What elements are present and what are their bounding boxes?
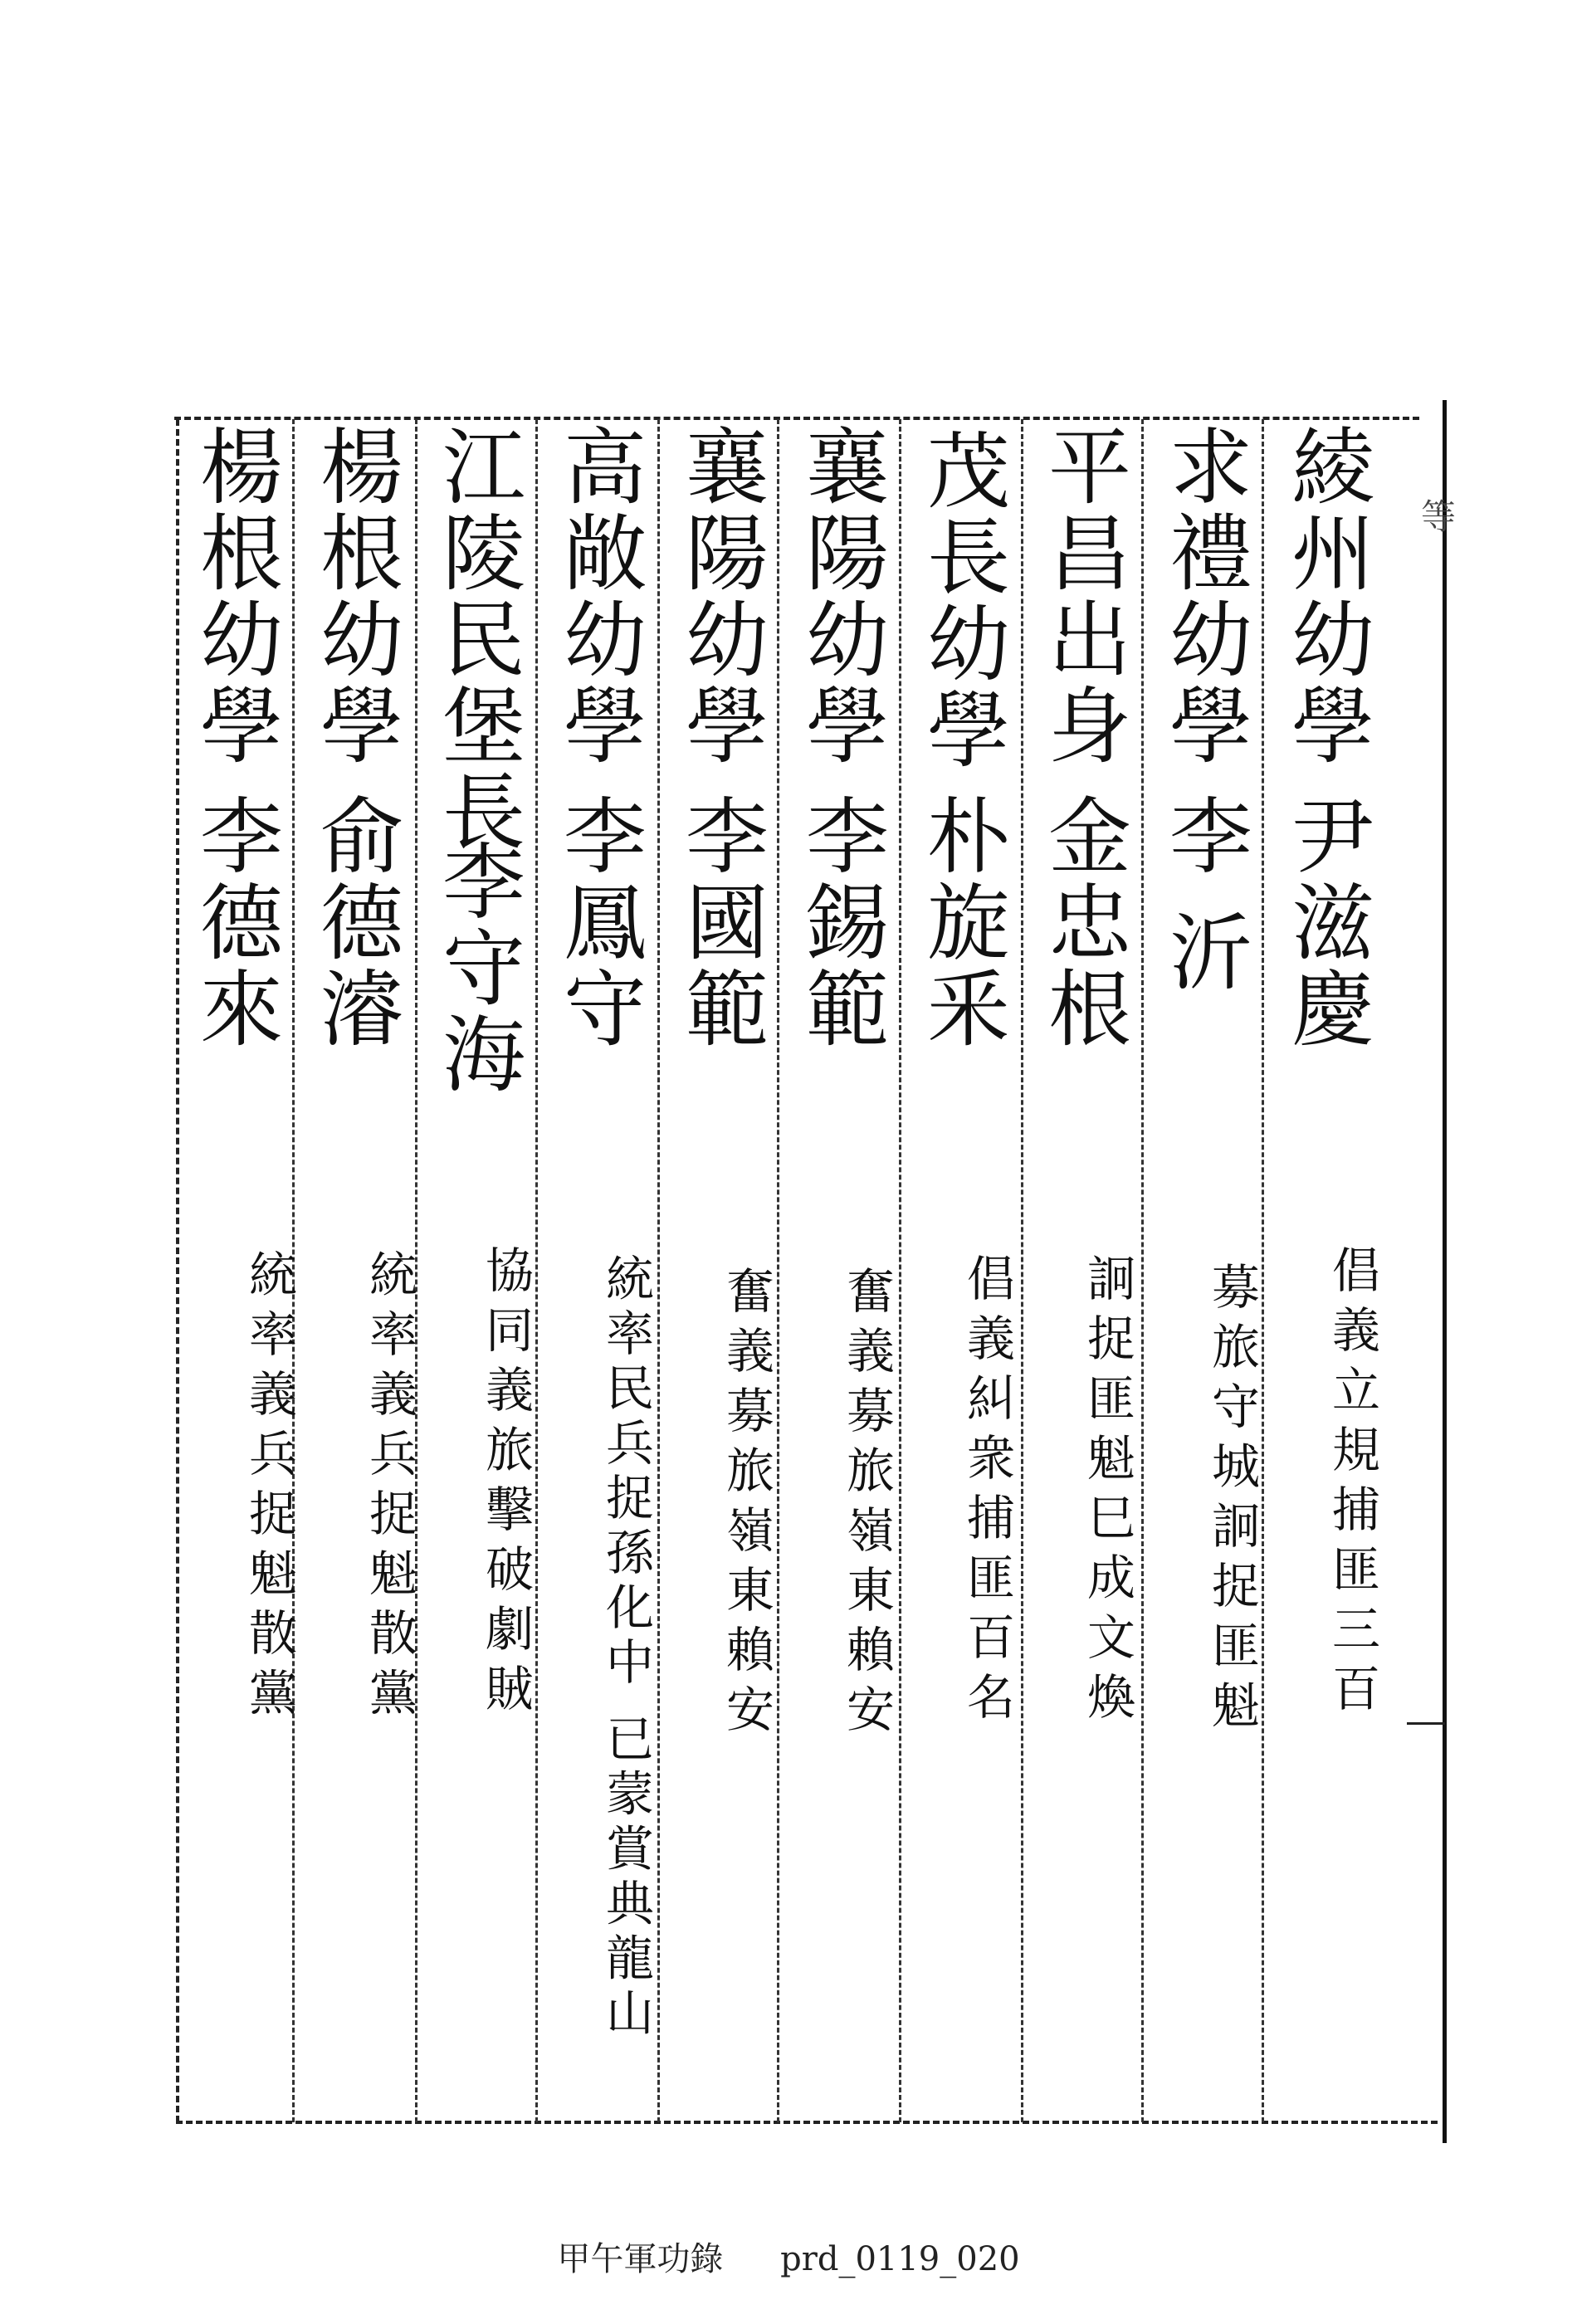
- entry-title: 襄陽幼學: [792, 423, 889, 769]
- entry-title: 楊根幼學: [306, 423, 403, 769]
- entry-note: 奮義募旅嶺東賴安: [838, 1266, 895, 1744]
- entry-note: 協同義旅擊破劇賊: [477, 1245, 534, 1723]
- frame-right-border: [1443, 400, 1447, 2143]
- margin-mark: 等: [1416, 498, 1457, 533]
- frame-top-border: [174, 417, 1419, 420]
- entry-note: 統率義兵捉魁散黨: [361, 1249, 417, 1727]
- page-caption: [0, 2233, 1577, 2280]
- entry-note: 詗捉匪魁巳成文煥: [1079, 1253, 1135, 1731]
- entry-note: 統率民兵捉孫化中 已蒙賞典龍山: [598, 1253, 654, 2043]
- stray-mark: [1407, 1722, 1445, 1725]
- entry-name: 李德來: [186, 793, 283, 1052]
- column-divider: [1021, 419, 1023, 2122]
- entry-name: 李錫範: [792, 793, 889, 1052]
- column-divider: [535, 419, 538, 2122]
- column-divider: [1262, 419, 1264, 2122]
- entry-name: 朴旋釆: [913, 793, 1010, 1052]
- entry-name: 俞德濬: [306, 793, 403, 1052]
- entry-note: 奮義募旅嶺東賴安: [718, 1266, 774, 1744]
- frame-left-border: [176, 419, 179, 2122]
- column-divider: [899, 419, 901, 2122]
- entry-title: 襄陽幼學: [671, 423, 769, 769]
- entry-title: 江陵民堡長: [428, 423, 525, 855]
- entry-title: 綾州幼學: [1277, 423, 1374, 769]
- column-divider: [777, 419, 779, 2122]
- entry-title: 求禮幼學: [1155, 423, 1252, 769]
- entry-name: 李守海: [428, 838, 525, 1097]
- entry-note: 倡義立規捕匪三百: [1324, 1245, 1380, 1723]
- entry-note: 募旅守城詗捉匪魁: [1204, 1262, 1260, 1740]
- entry-title: 平昌出身: [1034, 423, 1131, 769]
- entry-name: 金忠根: [1034, 793, 1131, 1052]
- entry-note: 倡義糾衆捕匪百名: [959, 1253, 1015, 1731]
- frame-bottom-border: [176, 2121, 1438, 2124]
- column-divider: [657, 419, 660, 2122]
- entry-name: 尹滋慶: [1277, 793, 1374, 1052]
- column-divider: [1141, 419, 1144, 2122]
- entry-name: 李鳳守: [549, 793, 647, 1052]
- entry-name: 李國範: [671, 793, 769, 1052]
- book-title: 甲午軍功錄: [557, 2240, 724, 2278]
- entry-note: 統率義兵捉魁散黨: [241, 1249, 297, 1727]
- entry-title: 高敞幼學: [549, 423, 647, 769]
- entry-name: 李 沂: [1155, 793, 1252, 995]
- entry-title: 茂長幼學: [913, 427, 1010, 773]
- page-id: prd_0119_020: [780, 2240, 1020, 2278]
- entry-title: 楊根幼學: [186, 423, 283, 769]
